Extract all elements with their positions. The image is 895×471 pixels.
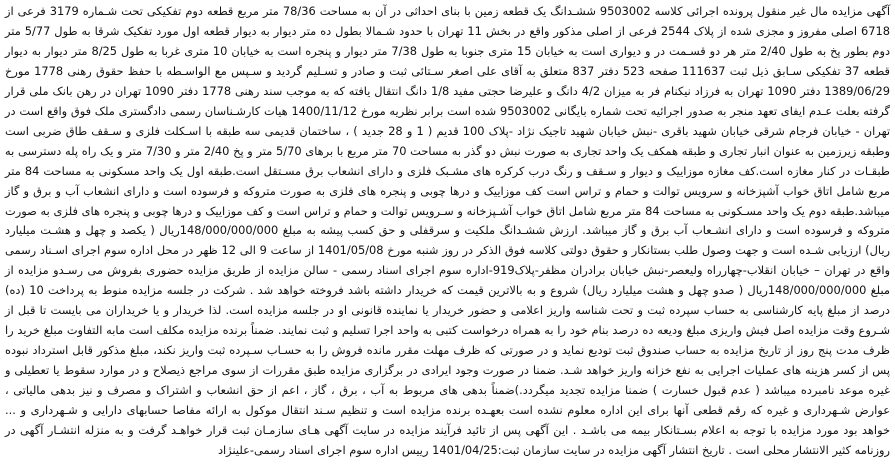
auction-notice-text: آگهی مزایده مال غیر منقول پرونده اجرائی کلاسه 9503002 ششـدانگ یک قطعه زمین با بنای احداثی در آن به مساحت 78/36 متر مربع قطعه دوم تفکیکی تحت شـماره 3179 فرعی از 6718 اصلی مفروز و مجزی شده از پلاک 2544 فرعی از اصلی مذکور واقع در بخش 11 تهران با حدود شـمالا بطول ده متر دیوار به دیوار قطعه اول مورد تفکیک شرقا به طول 5/77 متر دوم بطور پخ به طول 2/40 متر هر دو قسـمت در و دیواری است به خیابان 15 متری جنوبا به طول 7/38 متر دیوار و پنجره است به خیابان 10 متری غربا به طول 8/25 متر دیوار به دیوار قطعه 37 تفکیکی سـابق ذیل ثبت 111637 صفحه 523 دفتر 837 متعلق به آقای علی اصغر سـتائی ثبت و صادر و تسـلیم گردید و سـپس مع الواسـطه با حفظ حقوق رهنی 1778 مورخ 1389/06/29 دفتر 1090 تهران به فرزاد نیکنام فر به میزان 4/2 دانگ و علیرضا حجتی مفید 1/8 دانگ انتقال یافته که به موجب سند رهنی 1778 دفتر 1090 تهران در رهن بانک ملی قرار گرفته بعلت عـدم ایفای تعهد منجر به صدور اجرائیه تحت شماره بایگانی 9503002 شده است برابر نظریه مورخ 1400/11/12 هیات کارشـناسان رسمی دادگستری ملک فوق واقع است در تهران - خیابان فرجام شرقی خیابان شهید باقری -نبش خیابان شهید تاجیک نژاد -پلاک 100 قدیم ( 1 و 28 جدید ) ، ساختمان قدیمی سه طبقه با اسـکلت فلزی و سـقف طاق ضربی است وطبقه زیرزمین به عنوان انبار تجاری و طبقه همکف یک واحد تجاری به صورت نبش دو گذر به مساحت 70 متر مربع با برهای 5/70 متر و پخ 2/40 متر و 7/30 متر و یک راه پله دسترسی به طبقـات در کنار مغازه است.کف مغازه موزاییک و دیوار و سـقف و رنگ درب کرکره های مشـبک فلزی و دارای انشعاب برق مسـتقل است.طبقه اول یک واحد مسکونی به مساحت 84 متر مربع شامل اتاق خواب آشپزخانه و سرویس توالت و حمام و تراس است کف موزاییک و درها چوبی و پنجره های فلزی به صورت متروکه و فرسوده است و دارای انشعاب آب و برق و گاز میباشد.طبقه دوم یک واحد مسـکونی به مساحت 84 متر مربع شامل اتاق خواب آشـپزخانه و سـرویس توالت و حمام و تراس است و کف موزاییک و درها چوبی و پنجره های فلزی به صورت متروکه و فرسوده است و دارای انشـعاب آب برق و گاز میباشد. ارزش ششـدانگ ملکیت و سرقفلی و حق کسب پیشه به مبلغ 148/000/000/000ریال ( یکصد و چهل و هشـت میلیارد ریال) ارزیابی شـده است و جهت وصول طلب بستانکار و حقوق دولتی کلاسه فوق الذکر در روز شنبه مورخ 1401/05/08 از ساعت 9 الی 12 ظهر در محل اداره سوم اجرای اسـناد رسمی واقع در تهران – خیابان انقلاب-چهارراه ولیعصر-نبش خیابان برادران مظفر-پلاک919-اداره سوم اجرای اسناد رسمی - سالن مزایده از طریق مزایده حضوری بفروش می رسـدو مزایده از مبلغ 148/000/000/000ریال ( صدو چهل و هشت میلیارد ریال) شروع و به بالاترین قیمت که خریدار داشته باشد فروخته خواهد شد . شرکت در جلسه مزایده منوط به پرداخت 10 (ده) درصد از مبلغ پایه کارشناسی به حساب سپرده ثبت و تحت شناسه واریز اعلامی و حضور خریدار یا نماینده قانونی او در جلسه مزایده است. لذا خریدار و یا خریداران می بایست تا قبل از شـروع وقت مزایده اصل فیش واریزی مبلغ ودیعه ده درصد بنام خود را به همراه درخواست کتبی به واحد اجرا تسلیم و ثبت نمایند. ضمناً برنده مزایده مکلف است مابه التفاوت مبلغ خرید را ظرف مدت پنج روز از تاریخ مزایده به حساب صندوق ثبت تودیع نماید و در صورتی که ظرف مهلت مقرر مانده فروش را به حسـاب سـپرده ثبت واریز نکند، مبلغ مذکور قابل استرداد نبوده پس از کسر هزینه های عملیات اجرایی به نفع خزانه واریز خواهد شـد. ضمنا در صورت وجود ایرادی در برگزاری مزایده طبق مقررات از سوی مراجع ذیصلاح و در موارد سقوط یا تعطیلی و غیره موعد نامبرده میباشد ( عدم قبول خسارت ) ضمنا مزایده تجدید میگردد.)ضمناً بدهی های مربوط به آب ، برق ، گاز ، اعم از حق انشعاب و اشتراک و مصرف و نیز بدهی مالیاتی ، عوارض شـهرداری و غیره که رقم قطعی آنها برای این اداره معلوم نشده است بعهـده برنده مزایده است و تنظیم سـند انتقال موکول به ارائه مفاصا حسابهای دارایی و شـهرداری و ... خواهد بود مورد مزایده با توجه به اعلام بسـتانکار بیمه می باشـد . این آگهی پس از تائید فرآیند مزایده در سایت آگهی هـای سازمـان ثبت قرار خواهـد گرفت و به منزله انتشـار آگهی در روزنامه کثیر الانتشار محلی است . تاریخ انتشار آگهی مزایده در سایت سازمان ثبت:1401/04/25 رییس اداره سوم اجرای اسناد رسمی-علینژاد xyxy=(5,4,891,457)
